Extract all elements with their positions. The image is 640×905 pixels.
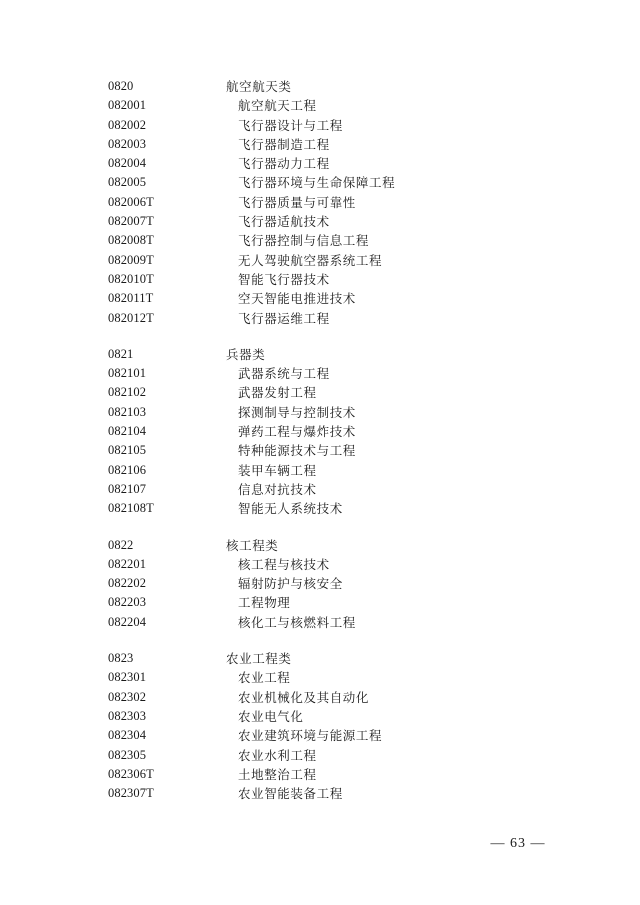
- category-code: 0821: [108, 346, 134, 361]
- major-code: 082004: [108, 156, 147, 171]
- major-name: 特种能源技术与工程: [238, 443, 356, 459]
- major-name: 弹药工程与爆炸技术: [238, 424, 356, 440]
- major-code: 082105: [108, 443, 147, 458]
- major-name: 辐射防护与核安全: [238, 576, 343, 592]
- major-name: 无人驾驶航空器系统工程: [238, 252, 383, 268]
- major-code: 082307T: [108, 786, 154, 801]
- major-code: 082302: [108, 689, 147, 704]
- major-name: 农业水利工程: [238, 747, 317, 763]
- major-row: [108, 441, 578, 460]
- major-row: [108, 116, 578, 135]
- major-name: 飞行器制造工程: [238, 136, 330, 152]
- major-code: 082008T: [108, 233, 154, 248]
- major-row: [108, 461, 578, 480]
- major-row: [108, 555, 578, 574]
- major-code: 082202: [108, 576, 147, 591]
- category-code: 0820: [108, 79, 134, 93]
- major-catalog: [108, 77, 578, 820]
- major-code: 082101: [108, 366, 147, 381]
- major-code: 082009T: [108, 252, 154, 267]
- major-row: [108, 212, 578, 231]
- major-code: 082104: [108, 424, 147, 439]
- major-row: [108, 593, 578, 612]
- major-code: 082301: [108, 670, 147, 685]
- major-name: 飞行器质量与可靠性: [238, 194, 356, 210]
- major-code: 082306T: [108, 766, 154, 781]
- category-group: [108, 536, 578, 632]
- major-name: 飞行器适航技术: [238, 214, 330, 230]
- major-name: 飞行器控制与信息工程: [238, 233, 370, 249]
- major-name: 农业智能装备工程: [238, 786, 343, 802]
- major-name: 飞行器环境与生命保障工程: [238, 175, 396, 191]
- major-row: [108, 613, 578, 632]
- major-code: 082010T: [108, 271, 154, 286]
- category-header-row: [108, 536, 578, 555]
- category-group: [108, 77, 578, 328]
- major-name: 农业机械化及其自动化: [238, 689, 370, 705]
- major-code: 082002: [108, 117, 147, 132]
- major-row: [108, 707, 578, 726]
- major-name: 飞行器动力工程: [238, 156, 330, 172]
- category-header-row: [108, 649, 578, 668]
- major-name: 土地整治工程: [238, 766, 317, 782]
- major-name: 装甲车辆工程: [238, 462, 317, 478]
- major-name: 航空航天工程: [238, 98, 317, 114]
- major-code: 082204: [108, 614, 147, 629]
- major-row: [108, 364, 578, 383]
- major-name: 探测制导与控制技术: [238, 404, 356, 420]
- category-name: 航空航天类: [226, 79, 292, 94]
- category-group: [108, 649, 578, 803]
- major-row: [108, 688, 578, 707]
- major-code: 082203: [108, 595, 147, 610]
- major-code: 082107: [108, 481, 147, 496]
- category-name: 农业工程类: [226, 651, 292, 667]
- major-name: 飞行器运维工程: [238, 310, 330, 326]
- major-row: [108, 135, 578, 154]
- major-code: 082012T: [108, 310, 154, 325]
- major-code: 082108T: [108, 501, 154, 516]
- major-code: 082001: [108, 98, 147, 113]
- category-code: 0822: [108, 537, 134, 552]
- major-row: [108, 499, 578, 518]
- major-code: 082102: [108, 385, 147, 400]
- major-name: 飞行器设计与工程: [238, 117, 343, 133]
- major-name: 武器发射工程: [238, 385, 317, 401]
- major-name: 农业电气化: [238, 708, 304, 724]
- category-name: 核工程类: [226, 537, 279, 553]
- major-row: [108, 309, 578, 328]
- major-row: [108, 96, 578, 115]
- major-row: [108, 193, 578, 212]
- category-code: 0823: [108, 651, 134, 666]
- major-code: 082106: [108, 462, 147, 477]
- major-name: 农业建筑环境与能源工程: [238, 728, 383, 744]
- major-name: 信息对抗技术: [238, 481, 317, 497]
- major-code: 082304: [108, 728, 147, 743]
- major-row: [108, 574, 578, 593]
- major-name: 武器系统与工程: [238, 366, 330, 382]
- major-row: [108, 251, 578, 270]
- major-name: 农业工程: [238, 670, 291, 686]
- major-row: [108, 746, 578, 765]
- major-code: 082103: [108, 404, 147, 419]
- page-number: — 63 —: [490, 836, 546, 851]
- major-code: 082201: [108, 556, 147, 571]
- major-row: [108, 726, 578, 745]
- major-row: [108, 154, 578, 173]
- major-row: [108, 173, 578, 192]
- major-row: [108, 422, 578, 441]
- major-row: [108, 270, 578, 289]
- major-row: [108, 403, 578, 422]
- major-code: 082303: [108, 708, 147, 723]
- major-name: 工程物理: [238, 595, 291, 611]
- major-name: 空天智能电推进技术: [238, 291, 356, 307]
- major-row: [108, 289, 578, 308]
- major-row: [108, 231, 578, 250]
- category-name: 兵器类: [226, 346, 266, 362]
- major-name: 智能无人系统技术: [238, 501, 343, 517]
- major-row: [108, 668, 578, 687]
- major-name: 智能飞行器技术: [238, 271, 330, 287]
- category-header-row: [108, 345, 578, 364]
- major-row: [108, 765, 578, 784]
- major-row: [108, 784, 578, 803]
- major-code: 082006T: [108, 194, 154, 209]
- major-code: 082005: [108, 175, 147, 190]
- major-row: [108, 480, 578, 499]
- major-name: 核工程与核技术: [238, 556, 330, 572]
- major-code: 082305: [108, 747, 147, 762]
- major-name: 核化工与核燃料工程: [238, 614, 356, 630]
- major-row: [108, 383, 578, 402]
- major-code: 082011T: [108, 291, 154, 306]
- major-code: 082007T: [108, 214, 154, 229]
- category-group: [108, 345, 578, 519]
- major-code: 082003: [108, 136, 147, 151]
- category-header-row: [108, 77, 578, 96]
